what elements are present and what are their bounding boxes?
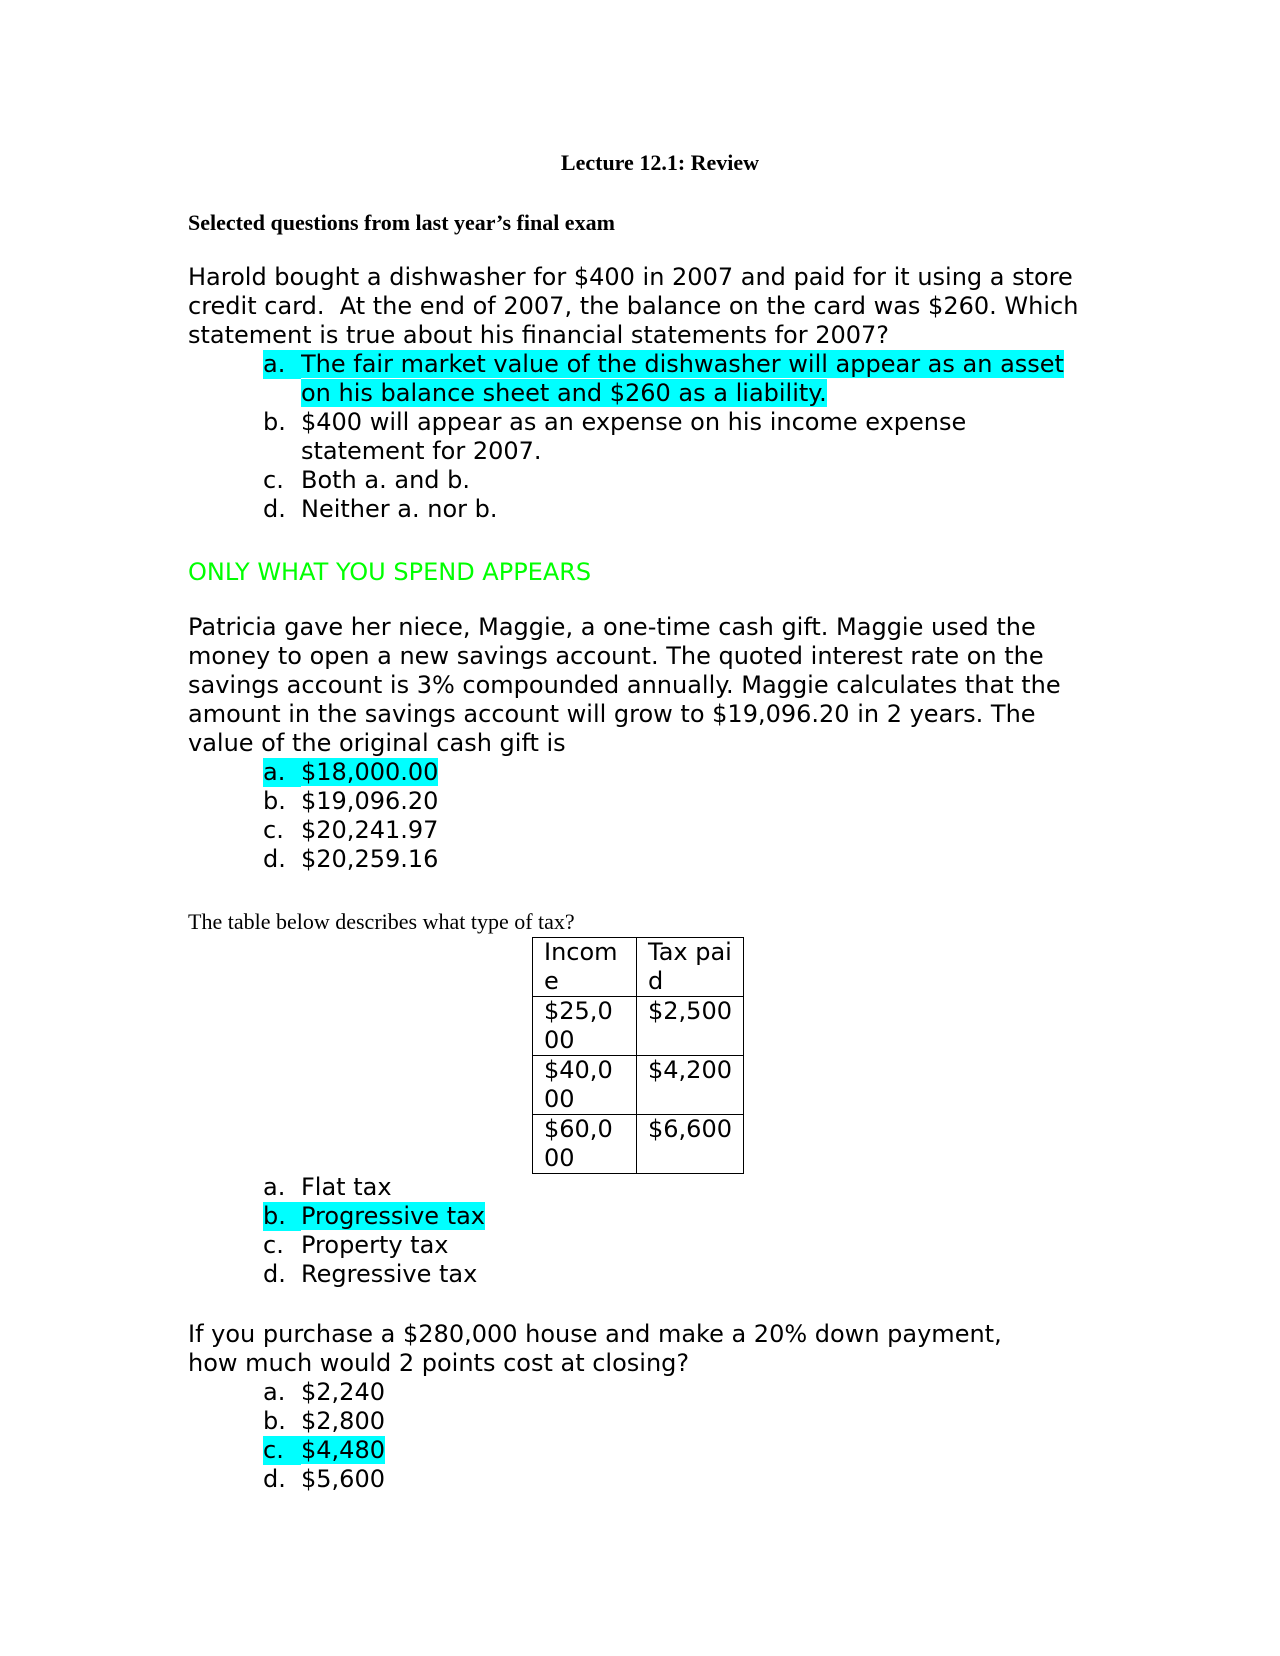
table-cell: $4,200 bbox=[637, 1056, 744, 1115]
note-text: ONLY WHAT YOU SPEND APPEARS bbox=[188, 558, 592, 586]
option-text: Regressive tax bbox=[301, 1260, 478, 1288]
option-letter: b. bbox=[263, 1202, 301, 1231]
option-letter: a. bbox=[263, 1173, 286, 1201]
option-a bbox=[263, 1173, 1188, 1202]
option-letter: d. bbox=[263, 1465, 286, 1493]
option-letter: b. bbox=[263, 1407, 286, 1435]
table-cell: $60,000 bbox=[533, 1115, 637, 1174]
question-4-text: If you purchase a $280,000 house and make a 20% down payment, how much would 2 points cost at closing? bbox=[188, 1320, 1010, 1377]
option-letter: d. bbox=[263, 845, 286, 873]
table-header-tax-paid: Tax paid bbox=[637, 938, 744, 997]
tax-table bbox=[532, 937, 744, 1174]
table-cell: $40,000 bbox=[533, 1056, 637, 1115]
option-d bbox=[263, 1465, 1188, 1494]
option-a bbox=[263, 1378, 1188, 1407]
option-text: $20,259.16 bbox=[301, 845, 439, 873]
question-2-options bbox=[188, 758, 1188, 874]
option-letter: d. bbox=[263, 495, 286, 523]
table-header-row bbox=[533, 938, 744, 997]
option-text: Flat tax bbox=[301, 1173, 392, 1201]
table-cell: $2,500 bbox=[637, 997, 744, 1056]
option-a bbox=[263, 758, 1188, 787]
question-1-options bbox=[188, 350, 1188, 524]
option-text: $2,240 bbox=[301, 1378, 385, 1406]
option-text: $19,096.20 bbox=[301, 787, 439, 815]
option-text: Property tax bbox=[301, 1231, 449, 1259]
table-header-income: Income bbox=[533, 938, 637, 997]
option-text: Neither a. nor b. bbox=[301, 495, 498, 523]
option-b bbox=[263, 787, 1188, 816]
option-text: $18,000.00 bbox=[301, 758, 439, 786]
option-text: The fair market value of the dishwasher will appear as an asset on his balance sheet and $260 as a liability. bbox=[301, 350, 1064, 407]
table-cell: $25,000 bbox=[533, 997, 637, 1056]
option-letter: b. bbox=[263, 408, 286, 436]
question-3-options bbox=[188, 1173, 1188, 1289]
question-4 bbox=[188, 1320, 1188, 1494]
option-d bbox=[263, 495, 1188, 524]
option-c bbox=[263, 466, 1188, 495]
option-c bbox=[263, 1436, 1188, 1465]
option-d bbox=[263, 845, 1188, 874]
option-letter: a. bbox=[263, 350, 301, 379]
option-c bbox=[263, 816, 1188, 845]
table-row bbox=[533, 997, 744, 1056]
question-1 bbox=[188, 263, 1188, 524]
question-4-options bbox=[188, 1378, 1188, 1494]
question-3 bbox=[188, 1173, 1188, 1289]
option-b bbox=[263, 408, 1021, 466]
table-cell: $6,600 bbox=[637, 1115, 744, 1174]
option-text: $5,600 bbox=[301, 1465, 385, 1493]
question-2-text: Patricia gave her niece, Maggie, a one-time cash gift. Maggie used the money to open a new savings account. The quoted interest rate on the savings account is 3% compounded annually. Maggie calculates that the amount in the savings account will grow to $19,096.20 in 2 years. The value of the original cash gift is bbox=[188, 613, 1069, 757]
option-letter: a. bbox=[263, 758, 301, 787]
option-b bbox=[263, 1202, 1188, 1231]
option-d bbox=[263, 1260, 1188, 1289]
option-letter: b. bbox=[263, 787, 286, 815]
question-3-text: The table below describes what type of tax? bbox=[188, 909, 575, 934]
question-1-text: Harold bought a dishwasher for $400 in 2007 and paid for it using a store credit card. At the end of 2007, the balance on the card was $260. Which statement is true about his financial statements for 2007? bbox=[188, 263, 1087, 349]
option-text: $4,480 bbox=[301, 1436, 385, 1464]
question-2 bbox=[188, 613, 1188, 874]
option-letter: d. bbox=[263, 1260, 286, 1288]
option-a bbox=[263, 350, 1081, 408]
option-letter: c. bbox=[263, 1231, 284, 1259]
option-b bbox=[263, 1407, 1188, 1436]
table-row bbox=[533, 1056, 744, 1115]
page-title: Lecture 12.1: Review bbox=[560, 150, 760, 175]
option-letter: c. bbox=[263, 1436, 301, 1465]
option-text: $400 will appear as an expense on his income expense statement for 2007. bbox=[301, 408, 967, 465]
option-text: Both a. and b. bbox=[301, 466, 471, 494]
option-letter: a. bbox=[263, 1378, 286, 1406]
page-subtitle: Selected questions from last year’s final exam bbox=[188, 210, 615, 235]
option-text: $20,241.97 bbox=[301, 816, 439, 844]
option-text: Progressive tax bbox=[301, 1202, 486, 1230]
option-c bbox=[263, 1231, 1188, 1260]
option-letter: c. bbox=[263, 816, 284, 844]
option-letter: c. bbox=[263, 466, 284, 494]
table-row bbox=[533, 1115, 744, 1174]
option-text: $2,800 bbox=[301, 1407, 385, 1435]
